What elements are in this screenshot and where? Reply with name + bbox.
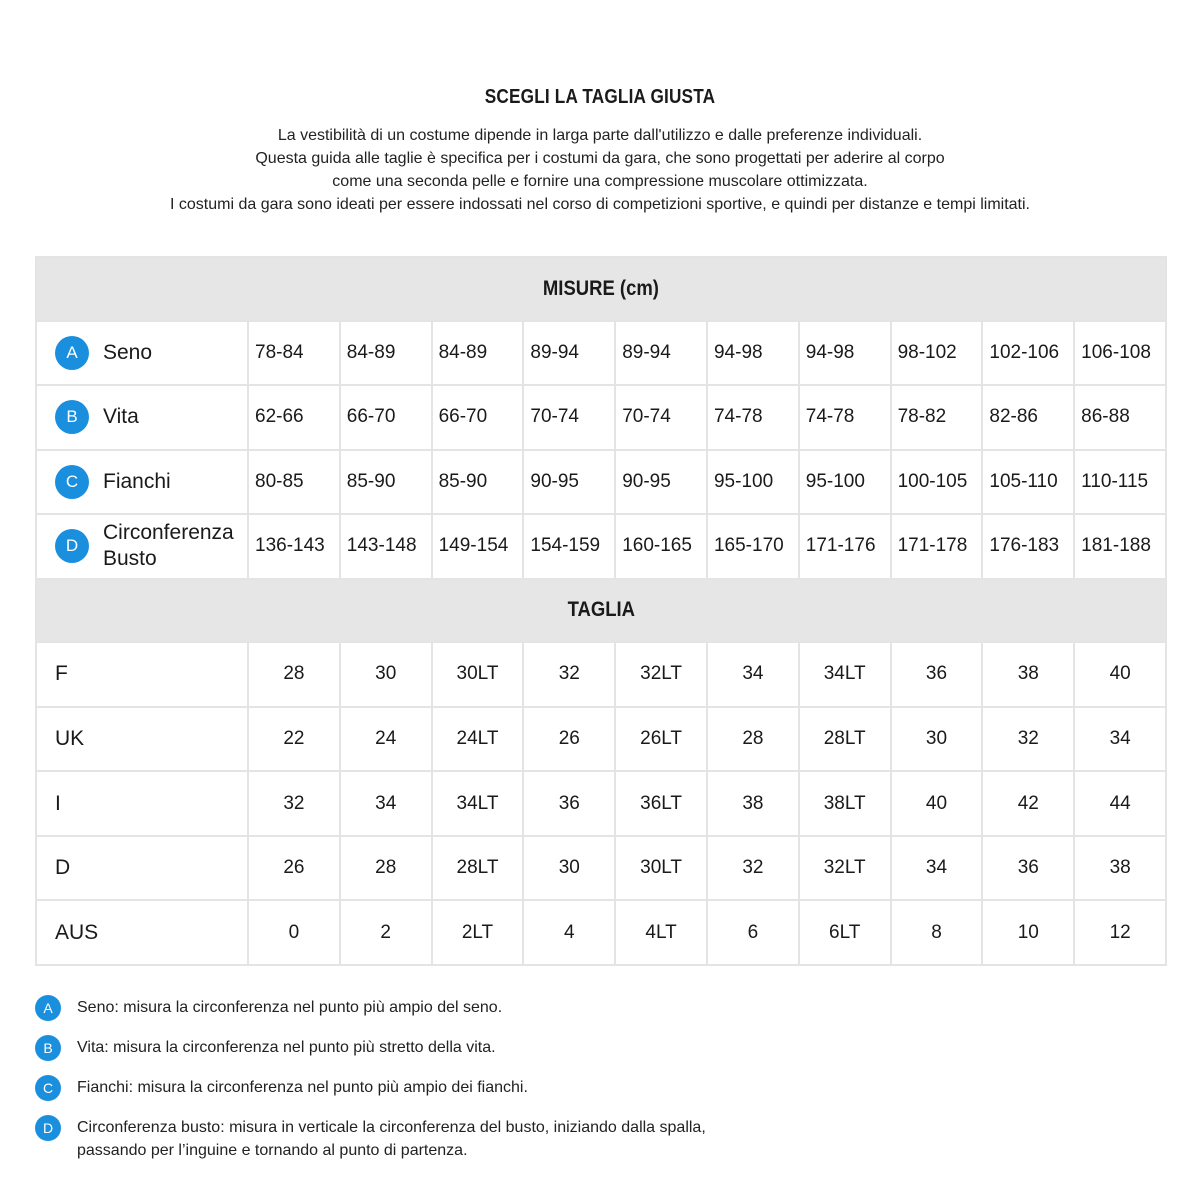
size-country-label: D: [36, 836, 248, 901]
legend-line: Circonferenza busto: misura in verticale la circonferenza del busto, iniziando dalla spalla,: [77, 1119, 706, 1136]
size-row: [36, 642, 1166, 707]
measure-value: 90-95: [615, 450, 707, 515]
size-value: 30LT: [615, 836, 707, 901]
measure-label-cell: [36, 514, 248, 579]
measure-value: 110-115: [1074, 450, 1166, 515]
measure-value: 102-106: [982, 321, 1074, 386]
size-value: 38: [1074, 836, 1166, 901]
size-value: 34LT: [432, 771, 524, 836]
sizes-header-label: TAGLIA: [567, 598, 635, 622]
measure-label: Vita: [103, 405, 139, 429]
size-value: 38: [982, 642, 1074, 707]
measure-value: 176-183: [982, 514, 1074, 579]
size-value: 28: [707, 707, 799, 772]
size-value: 12: [1074, 900, 1166, 965]
measure-label-cell: [36, 450, 248, 515]
size-value: 36: [891, 642, 983, 707]
sizes-header-row: [36, 579, 1166, 643]
size-country-label: I: [36, 771, 248, 836]
size-value: 24LT: [432, 707, 524, 772]
measure-value: 62-66: [248, 385, 340, 450]
size-value: 26: [248, 836, 340, 901]
size-value: 32: [523, 642, 615, 707]
size-value: 4: [523, 900, 615, 965]
measure-value: 106-108: [1074, 321, 1166, 386]
measure-value: 86-88: [1074, 385, 1166, 450]
measure-value: 171-178: [891, 514, 983, 579]
size-value: 36: [523, 771, 615, 836]
size-row: [36, 771, 1166, 836]
intro-line: Questa guida alle taglie è specifica per i costumi da gara, che sono progettati per aderire al corpo: [255, 150, 945, 167]
intro-line: I costumi da gara sono ideati per essere indossati nel corso di competizioni sportive, e quindi per distanze e tempi limitati.: [170, 196, 1030, 213]
measure-value: 95-100: [799, 450, 891, 515]
size-row: [36, 707, 1166, 772]
legend-badge: B: [35, 1035, 61, 1061]
size-value: 0: [248, 900, 340, 965]
size-value: 28: [248, 642, 340, 707]
size-value: 28: [340, 836, 432, 901]
size-value: 40: [891, 771, 983, 836]
sizes-header: [36, 579, 1166, 643]
size-value: 32LT: [799, 836, 891, 901]
measure-label-cell: [36, 385, 248, 450]
size-value: 26LT: [615, 707, 707, 772]
measure-value: 70-74: [523, 385, 615, 450]
measure-badge: C: [55, 465, 89, 499]
legend-text: [77, 996, 502, 1019]
size-value: 26: [523, 707, 615, 772]
legend-item: [35, 1116, 1035, 1162]
legend: [35, 996, 1035, 1177]
size-country-label: AUS: [36, 900, 248, 965]
intro-text: [0, 124, 1200, 216]
measure-value: 84-89: [340, 321, 432, 386]
size-country-label: F: [36, 642, 248, 707]
measure-value: 78-82: [891, 385, 983, 450]
measure-value: 90-95: [523, 450, 615, 515]
page-title: SCEGLI LA TAGLIA GIUSTA: [484, 86, 716, 108]
intro-line: La vestibilità di un costume dipende in larga parte dall'utilizzo e dalle preferenze individuali.: [277, 127, 923, 144]
measure-value: 171-176: [799, 514, 891, 579]
size-value: 28LT: [799, 707, 891, 772]
measure-badge: A: [55, 336, 89, 370]
size-value: 36LT: [615, 771, 707, 836]
size-value: 44: [1074, 771, 1166, 836]
measure-value: 84-89: [432, 321, 524, 386]
size-value: 8: [891, 900, 983, 965]
legend-badge: D: [35, 1115, 61, 1141]
size-row: [36, 900, 1166, 965]
legend-line: Seno: misura la circonferenza nel punto più ampio del seno.: [77, 999, 503, 1016]
measure-value: 105-110: [982, 450, 1074, 515]
legend-line: Vita: misura la circonferenza nel punto più stretto della vita.: [77, 1039, 496, 1056]
intro-line: come una seconda pelle e fornire una compressione muscolare ottimizzata.: [332, 173, 868, 190]
size-value: 30: [340, 642, 432, 707]
size-value: 6LT: [799, 900, 891, 965]
measure-value: 181-188: [1074, 514, 1166, 579]
size-value: 30LT: [432, 642, 524, 707]
measure-label: Fianchi: [103, 469, 171, 493]
measure-value: 80-85: [248, 450, 340, 515]
size-value: 24: [340, 707, 432, 772]
size-value: 42: [982, 771, 1074, 836]
measure-badge: B: [55, 400, 89, 434]
size-value: 32LT: [615, 642, 707, 707]
size-value: 28LT: [432, 836, 524, 901]
size-value: 32: [707, 836, 799, 901]
measure-value: 66-70: [432, 385, 524, 450]
measure-value: 98-102: [891, 321, 983, 386]
measure-value: 66-70: [340, 385, 432, 450]
measures-header-label: MISURE (cm): [543, 276, 660, 300]
size-value: 36: [982, 836, 1074, 901]
legend-item: [35, 996, 1035, 1021]
size-country-label: UK: [36, 707, 248, 772]
measure-row: [36, 450, 1166, 515]
size-value: 4LT: [615, 900, 707, 965]
measure-value: 165-170: [707, 514, 799, 579]
measures-header-row: [36, 257, 1166, 321]
measure-value: 143-148: [340, 514, 432, 579]
size-value: 34: [891, 836, 983, 901]
measure-value: 85-90: [340, 450, 432, 515]
size-value: 34LT: [799, 642, 891, 707]
size-value: 30: [891, 707, 983, 772]
size-value: 34: [707, 642, 799, 707]
legend-item: [35, 1036, 1035, 1061]
measure-row: [36, 321, 1166, 386]
measure-value: 70-74: [615, 385, 707, 450]
measure-value: 160-165: [615, 514, 707, 579]
legend-badge: C: [35, 1075, 61, 1101]
size-chart-table: [35, 256, 1167, 966]
size-value: 34: [1074, 707, 1166, 772]
measure-badge: D: [55, 529, 89, 563]
size-value: 22: [248, 707, 340, 772]
legend-text: [77, 1116, 706, 1162]
measure-value: 94-98: [707, 321, 799, 386]
measure-value: 74-78: [707, 385, 799, 450]
legend-item: [35, 1076, 1035, 1101]
size-value: 38: [707, 771, 799, 836]
measure-label-cell: [36, 321, 248, 386]
measure-row: [36, 385, 1166, 450]
measure-label: Circonferenza Busto: [103, 521, 234, 571]
measure-value: 149-154: [432, 514, 524, 579]
size-value: 32: [982, 707, 1074, 772]
size-value: 34: [340, 771, 432, 836]
size-value: 40: [1074, 642, 1166, 707]
measure-label: Seno: [103, 340, 153, 364]
size-value: 6: [707, 900, 799, 965]
size-value: 32: [248, 771, 340, 836]
measure-value: 82-86: [982, 385, 1074, 450]
size-value: 30: [523, 836, 615, 901]
legend-badge: A: [35, 995, 61, 1021]
legend-line: Fianchi: misura la circonferenza nel punto più ampio dei fianchi.: [77, 1079, 528, 1096]
measure-value: 89-94: [615, 321, 707, 386]
measure-value: 89-94: [523, 321, 615, 386]
size-value: 2: [340, 900, 432, 965]
measure-row: [36, 514, 1166, 579]
measure-value: 154-159: [523, 514, 615, 579]
size-value: 10: [982, 900, 1074, 965]
measure-value: 78-84: [248, 321, 340, 386]
size-value: 38LT: [799, 771, 891, 836]
measure-value: 94-98: [799, 321, 891, 386]
measure-value: 74-78: [799, 385, 891, 450]
measure-value: 100-105: [891, 450, 983, 515]
legend-text: [77, 1076, 528, 1099]
measures-header: [36, 257, 1166, 321]
size-row: [36, 836, 1166, 901]
measure-value: 85-90: [432, 450, 524, 515]
measure-value: 95-100: [707, 450, 799, 515]
size-value: 2LT: [432, 900, 524, 965]
legend-text: [77, 1036, 496, 1059]
measure-value: 136-143: [248, 514, 340, 579]
legend-line: passando per l’inguine e tornando al punto di partenza.: [77, 1142, 468, 1159]
